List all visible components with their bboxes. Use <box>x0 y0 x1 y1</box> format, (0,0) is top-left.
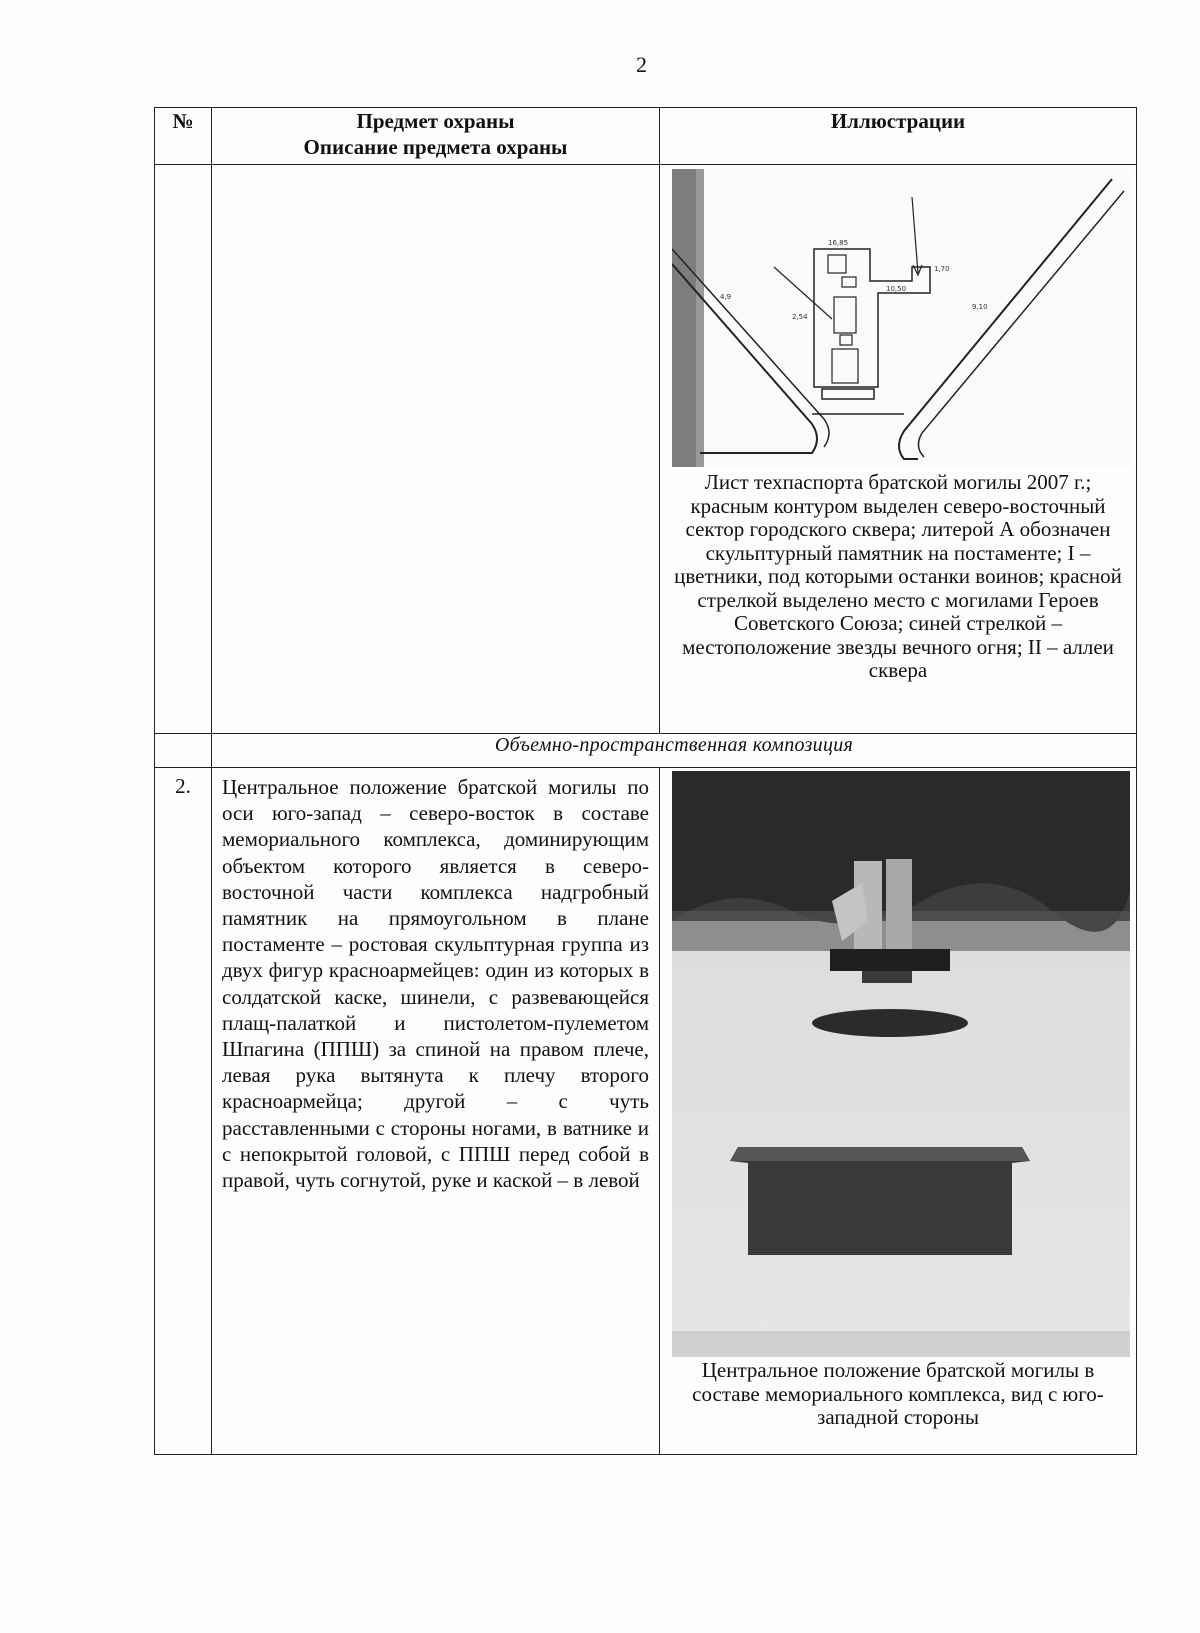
section-row <box>155 734 1137 768</box>
header-number: № <box>155 108 212 165</box>
table-row <box>155 768 1137 1455</box>
row2-description: Центральное положение братской могилы по оси юго-запад – северо-восток в составе мемориального комплекса, доминирующим объектом которого является в северо-восточной части комплекса надгробный памятник на прямоугольном в плане постаменте – ростовая скульптурная группа из двух фигур красноармейцев: один из которых в солдатской каске, шинели, с развевающейся плащ-палаткой и пистолетом-пулеметом Шпагина (ППШ) за спиной на правом плече, левая рука вытянута к плечу второго красноармейца; другой – с чуть расставленными с стороны ногами, в ватнике и с непокрытой головой, с ППШ перед собой в правой, чуть согнутой, руке и каской – в левой <box>212 768 660 1455</box>
svg-text:16,85: 16,85 <box>828 239 849 247</box>
row2-caption: Центральное положение братской могилы в составе мемориального комплекса, вид с юго-западной стороны <box>692 1358 1104 1429</box>
table-row <box>155 165 1137 734</box>
svg-text:10,50: 10,50 <box>886 285 907 293</box>
table-header-row <box>155 108 1137 165</box>
page-number: 2 <box>636 52 647 77</box>
header-illustrations: Иллюстрации <box>660 108 1137 165</box>
svg-text:9,10: 9,10 <box>972 303 988 311</box>
header-subject <box>212 108 660 165</box>
row1-illustration-cell <box>660 165 1137 734</box>
protection-table <box>154 107 1137 1455</box>
svg-text:4,9: 4,9 <box>720 293 732 301</box>
site-plan-drawing <box>672 169 1130 467</box>
svg-text:2,54: 2,54 <box>792 313 808 321</box>
row2-illustration-cell <box>660 768 1137 1455</box>
row1-caption: Лист техпаспорта братской могилы 2007 г.; красным контуром выделен северо-восточный сектор городского сквера; литерой А обозначен скульптурный памятник на постаменте; I – цветники, под которыми останки воинов; красной стрелкой выделено место с могилами Героев Советского Союза; синей стрелкой – местоположение звезды вечного огня; II – аллеи сквера <box>674 470 1122 682</box>
section-number-cell <box>155 734 212 768</box>
section-title: Объемно-пространственная композиция <box>212 734 1137 768</box>
memorial-photo <box>672 771 1130 1357</box>
header-subject-line2: Описание предмета охраны <box>303 135 568 159</box>
svg-text:1,70: 1,70 <box>934 265 950 273</box>
row2-number: 2. <box>155 768 212 1455</box>
row1-number <box>155 165 212 734</box>
header-subject-line1: Предмет охраны <box>356 109 515 133</box>
row1-description <box>212 165 660 734</box>
